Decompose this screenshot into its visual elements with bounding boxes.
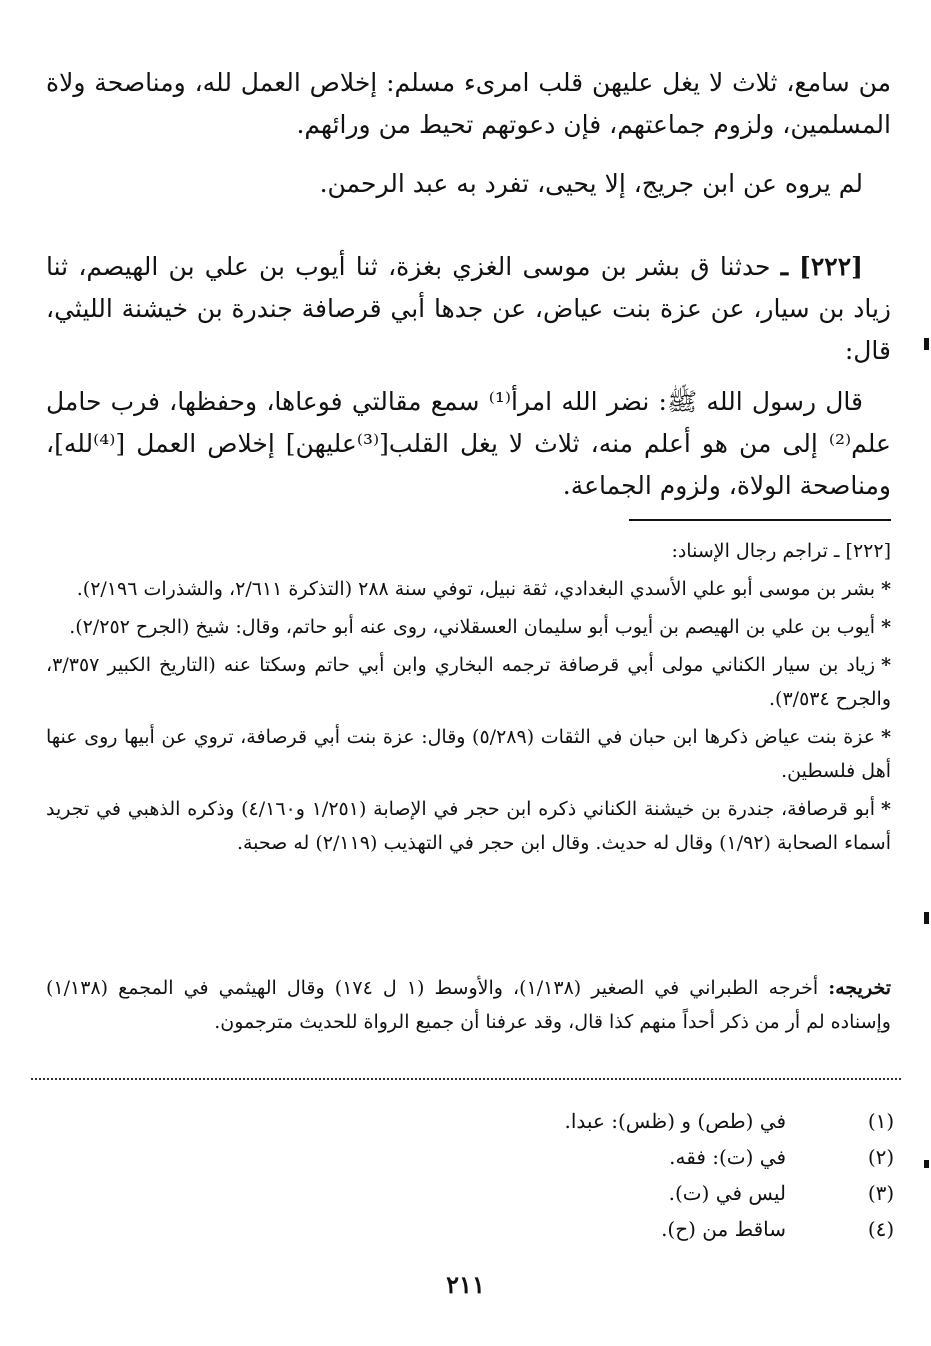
hadith-isnad [46,246,891,372]
paragraph: لم يروه عن ابن جريج، إلا يحيى، تفرد به عبد الرحمن. [319,169,863,198]
hadith-text-continuation [46,62,891,146]
footnote-separator [31,1078,901,1080]
note-item [46,572,891,606]
paragraph [46,971,891,1039]
star-icon: * [881,798,891,820]
note-text: أبو قرصافة، جندرة بن خيشنة الكناني ذكره ابن حجر في الإصابة (١/٢٥١ و٤/١٦٠) وذكره الذهبي في تجريد أسماء الصحابة (١/٩٢) وقال له حديث. وقال ابن حجر في التهذيب (٢/١١٩) له صحبة. [46,798,891,854]
footnote-text: ليس في (ت). [668,1181,786,1205]
hadith-number: [٢٢٢] ـ [780,252,864,281]
paragraph: من سامع، ثلاث لا يغل عليهن قلب امرىء مسلم: إخلاص العمل لله، ومناصحة ولاة المسلمين، ولزوم جماعتهم، فإن دعوتهم تحيط من ورائهم. [46,68,891,139]
footnote-text: ساقط من (ح). [661,1217,786,1241]
hadith-matn [46,381,891,507]
star-icon: * [881,654,891,676]
footnote-number: (١) [867,1109,895,1133]
footnote-number: (٤) [867,1217,895,1241]
hadith-remark [46,163,891,205]
note-item [46,792,891,860]
note-item [46,610,891,644]
note-text: بشر بن موسى أبو علي الأسدي البغدادي، ثقة نبيل، توفي سنة ٢٨٨ (التذكرة ٢/٦١١، والشذرات ٢/١٩٦). [76,578,876,600]
isnad-text: حدثنا ق بشر بن موسى الغزي بغزة، ثنا أيوب بن علي بن الهيصم، ثنا زياد بن سيار، عن عزة بنت عياض، عن جدها أبي قرصافة جندرة بن خيشنة الليثي، قال: [46,252,891,365]
footnote-number: (٣) [867,1181,895,1205]
takhrij-label: تخريجه: [828,977,891,999]
note-item [46,648,891,716]
note-text: أيوب بن علي بن الهيصم بن أيوب أبو سليمان العسقلاني، روى عنه أبو حاتم، وقال: شيخ (الجرح ٢/٢٥٢). [69,616,876,638]
note-item [46,720,891,788]
takhrij-section [46,971,891,1039]
star-icon: * [881,616,891,638]
star-icon: * [881,578,891,600]
paragraph: قال رسول الله ﷺ: نضر الله امرأ⁽¹⁾ سمع مقالتي فوعاها، وحفظها، فرب حامل علم⁽²⁾ إلى من هو أعلم منه، ثلاث لا يغل القلب[⁽³⁾عليهن] إخلاص العمل [⁽⁴⁾لله]، ومناصحة الولاة، ولزوم الجماعة. [46,387,891,500]
scan-mark [924,338,929,350]
footnote-number: (٢) [867,1145,895,1169]
star-icon: * [881,726,891,748]
page-number: ٢١١ [446,1270,485,1299]
footnote-text: في (طص) و (ظس): عبدا. [564,1109,786,1133]
note-text: زياد بن سيار الكناني مولى أبي قرصافة ترجمه البخاري وابن أبي حاتم وسكتا عنه (التاريخ الكبير ٣/٣٥٧، والجرح ٣/٥٣٤). [46,654,891,710]
scan-mark [924,912,929,924]
section-divider [629,519,891,521]
paragraph [46,246,891,372]
narrators-notes [46,534,891,864]
note-text: عزة بنت عياض ذكرها ابن حبان في الثقات (٥/٢٨٩) وقال: عزة بنت أبي قرصافة، تروي عن أبيها روى عنها أهل فلسطين. [46,726,891,782]
notes-heading: [٢٢٢] ـ تراجم رجال الإسناد: [671,540,891,562]
scan-mark [924,1160,929,1168]
takhrij-text: أخرجه الطبراني في الصغير (١/١٣٨)، والأوسط (١ ل ١٧٤) وقال الهيثمي في المجمع (١/١٣٨) وإسناده لم أر من ذكر أحداً منهم كذا قال، وقد عرفنا أن جميع الرواة للحديث مترجمون. [46,977,891,1033]
footnote-text: في (ت): فقه. [669,1145,786,1169]
